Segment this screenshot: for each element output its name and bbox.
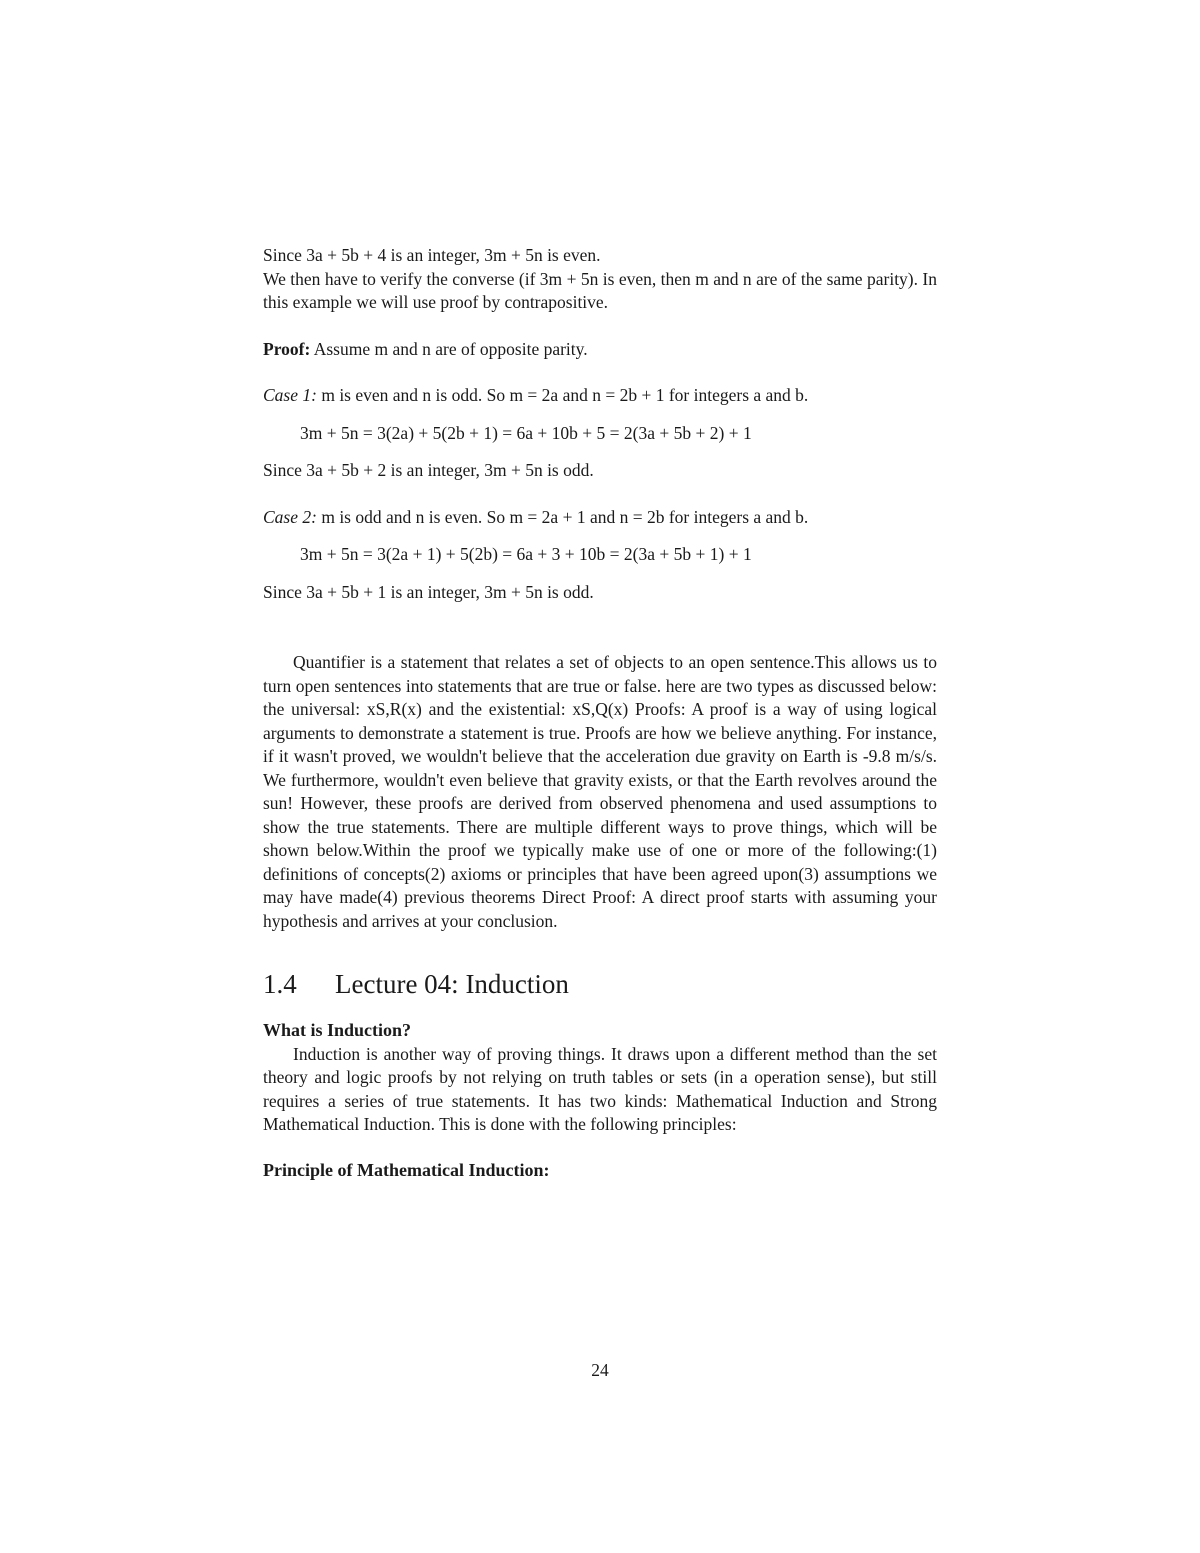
case1-equation: 3m + 5n = 3(2a) + 5(2b + 1) = 6a + 10b + 5 = 2(3a + 5b + 2) + 1: [300, 422, 752, 443]
page-number: 24: [591, 1360, 609, 1380]
proof-label: Proof:: [263, 338, 311, 359]
quantifier-paragraph: Quantifier is a statement that relates a set of objects to an open sentence.This allows us to turn open sentences into statements that are true or false. here are two types as discussed below: the universal: xS,R(x) and the existential: xS,Q(x) Proofs: A proof is a way of using logical arguments to demonstrate a statement is true. Proofs are how we believe anything. For instance, if it wasn't proved, we wouldn't believe that the acceleration due gravity on Earth is -9.8 m/s/s. We furthermore, wouldn't even believe that gravity exists, or that the Earth revolves around the sun! However, these proofs are derived from observed phenomena and used assumptions to show the true statements. There are multiple different ways to prove things, which will be shown below.Within the proof we typically make use of one or more of the following:(1) definitions of concepts(2) axioms or principles that have been agreed upon(3) assumptions we may have made(4) previous theorems Direct Proof: A direct proof starts with assuming your hypothesis and arrives at your conclusion.: [263, 652, 937, 931]
principle-heading: Principle of Mathematical Induction:: [263, 1159, 550, 1180]
case2-label: Case 2:: [263, 506, 317, 527]
section-number: 1.4: [263, 969, 297, 999]
case1-conclusion: Since 3a + 5b + 2 is an integer, 3m + 5n is odd.: [263, 460, 594, 480]
case2-text: m is odd and n is even. So m = 2a + 1 and n = 2b for integers a and b.: [316, 506, 809, 527]
page-content: [263, 244, 937, 1182]
case2-conclusion: Since 3a + 5b + 1 is an integer, 3m + 5n is odd.: [263, 581, 594, 602]
proof-paragraph: [263, 338, 937, 362]
case1-text: m is even and n is odd. So m = 2a and n = 2b + 1 for integers a and b.: [316, 385, 809, 405]
induction-paragraph: Induction is another way of proving things. It draws upon a different method than the set theory and logic proofs by not relying on truth tables or sets (in a operation sense), but still requires a series of true statements. It has two kinds: Mathematical Induction and Strong Mathematical Induction. This is done with the following principles:: [263, 1043, 937, 1134]
case1-label: Case 1:: [263, 385, 317, 405]
case1-paragraph: [263, 384, 937, 408]
section-heading: [263, 967, 937, 1001]
converse-paragraph: We then have to verify the converse (if 3m + 5n is even, then m and n are of the same parity). In this example we will use proof by contrapositive.: [263, 268, 937, 312]
case2-equation: 3m + 5n = 3(2a + 1) + 5(2b) = 6a + 3 + 10b = 2(3a + 5b + 1) + 1: [300, 544, 752, 564]
since-even-line: Since 3a + 5b + 4 is an integer, 3m + 5n is even.: [263, 245, 601, 265]
what-is-induction-heading: What is Induction?: [263, 1020, 412, 1040]
case2-paragraph: [263, 506, 937, 530]
section-title: Lecture 04: Induction: [335, 969, 569, 999]
proof-text: Assume m and n are of opposite parity.: [310, 338, 588, 359]
